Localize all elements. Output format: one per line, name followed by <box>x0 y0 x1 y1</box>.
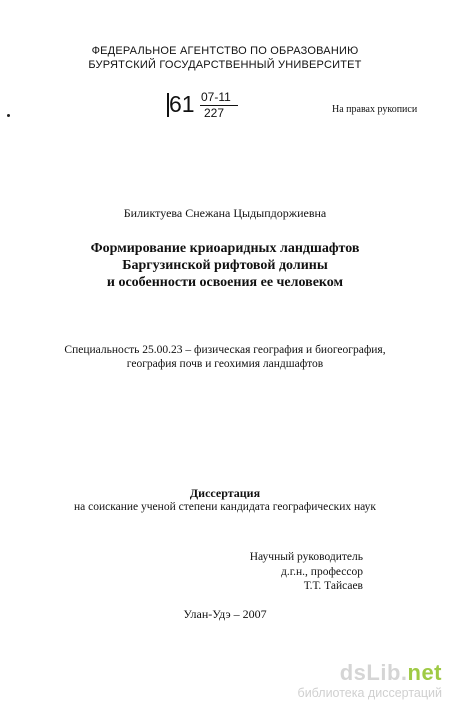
supervisor-name: Т.Т. Тайсаев <box>303 580 363 592</box>
specialty-line-2: география почв и геохимия ландшафтов <box>126 358 324 370</box>
archive-mark-bottom: 227 <box>204 106 225 120</box>
agency-heading: ФЕДЕРАЛЬНОЕ АГЕНТСТВО ПО ОБРАЗОВАНИЮ <box>91 45 359 57</box>
watermark-logo <box>340 660 442 686</box>
supervisor-role: Научный руководитель <box>249 551 363 563</box>
university-heading: БУРЯТСКИЙ ГОСУДАРСТВЕННЫЙ УНИВЕРСИТЕТ <box>88 59 362 71</box>
archive-mark-prefix: 61 <box>169 91 195 117</box>
city-year: Улан-Удэ – 2007 <box>183 607 267 621</box>
rights-note: На правах рукописи <box>332 104 418 115</box>
archive-mark <box>167 91 242 121</box>
watermark-caption: библиотека диссертаций <box>297 686 442 700</box>
title-line-2: Баргузинской рифтовой долины <box>122 258 328 273</box>
supervisor-degree: д.г.н., профессор <box>280 566 363 578</box>
dissertation-type: Диссертация <box>189 486 261 500</box>
archive-mark-top: 07-11 <box>201 90 231 104</box>
specialty-line-1: Специальность 25.00.23 – физическая география и биогеография, <box>64 344 386 356</box>
scan-dot <box>7 114 10 117</box>
dissertation-purpose: на соискание ученой степени кандидата географических наук <box>73 501 377 513</box>
author-name: Биликтуева Снежана Цыдыпдоржиевна <box>123 206 327 220</box>
title-line-3: и особенности освоения ее человеком <box>106 275 344 290</box>
watermark-logo-main: dsLib. <box>339 660 408 685</box>
watermark-logo-suffix: net <box>407 660 442 685</box>
title-line-1: Формирование криоаридных ландшафтов <box>90 241 360 256</box>
